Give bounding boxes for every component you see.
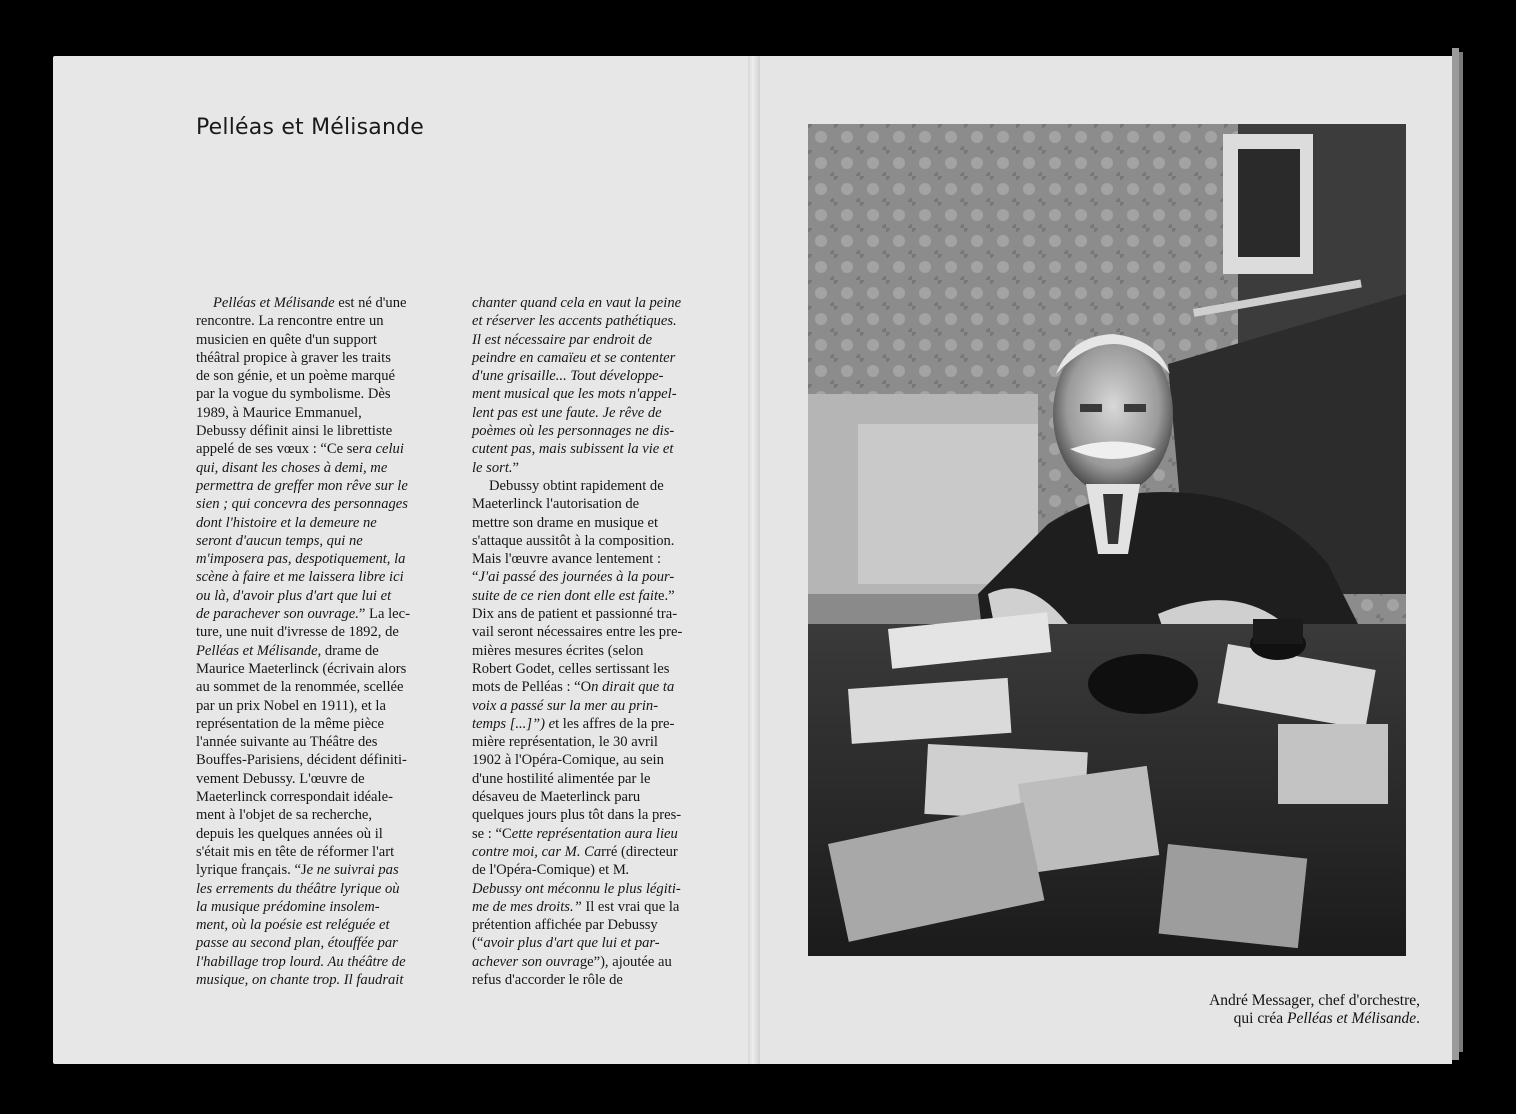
text-line: Debussy définit ainsi le librettiste <box>196 423 393 440</box>
text-line: la musique prédomine insolem- <box>196 898 380 915</box>
text-line: Robert Godet, celles sertissant les <box>472 660 670 677</box>
text-line: s'attaque aussitôt à la composition. <box>472 532 675 549</box>
text-line: “J'ai passé des journées à la pour- <box>472 569 675 586</box>
caption-prefix: qui créa <box>1233 1010 1287 1027</box>
text-line: l'habillage trop lourd. Au théâtre de <box>196 953 406 970</box>
text-line: Il est nécessaire par endroit de <box>472 331 653 348</box>
text-line: sien ; qui concevra des personnages <box>196 496 408 513</box>
text-line: mettre son drame en musique et <box>472 514 659 531</box>
text-line: musicien en quête d'un support <box>196 331 377 348</box>
caption-suffix: . <box>1416 1010 1420 1027</box>
text-line: ment à l'objet de sa recherche, <box>196 807 373 824</box>
text-line: par la vogue du symbolisme. Dès <box>196 386 391 403</box>
text-line: Debussy obtint rapidement de <box>489 477 664 494</box>
page-stack-edge <box>1459 52 1463 1052</box>
text-line: chanter quand cela en vaut la peine <box>472 295 682 311</box>
text-line: Pelléas et Mélisande est né d'une <box>213 295 407 311</box>
text-line: Pelléas et Mélisande, drame de <box>196 642 379 659</box>
text-line: Dix ans de patient et passionné tra- <box>472 606 678 623</box>
text-column-1 <box>196 294 458 989</box>
text-line: d'une hostilité alimentée par le <box>472 770 651 787</box>
caption-line-1: André Messager, chef d'orchestre, <box>1209 992 1420 1009</box>
text-line: les errements du théâtre lyrique où <box>196 880 400 897</box>
portrait-photo <box>808 124 1406 956</box>
text-line: lyrique français. “Je ne suivrai pas <box>196 862 399 879</box>
text-line: 1989, à Maurice Emmanuel, <box>196 404 362 421</box>
text-line: Bouffes-Parisiens, décident définiti- <box>196 752 407 769</box>
text-line: ment, où la poésie est reléguée et <box>196 917 390 934</box>
text-line: achever son ouvrage”), ajoutée au <box>472 953 672 970</box>
text-line: Debussy ont méconnu le plus légiti- <box>472 880 681 897</box>
text-line: voix a passé sur la mer au prin- <box>472 697 659 714</box>
text-line: mots de Pelléas : “On dirait que ta <box>472 679 675 696</box>
text-line: désaveu de Maeterlinck paru <box>472 789 641 806</box>
text-line: représentation de la même pièce <box>196 715 385 732</box>
text-line: s'était mis en tête de réformer l'art <box>196 843 395 860</box>
text-line: permettra de greffer mon rêve sur le <box>196 477 408 494</box>
text-line: passe au second plan, étouffée par <box>196 935 398 952</box>
text-line: seront d'aucun temps, qui ne <box>196 532 363 549</box>
text-line: vail seront nécessaires entre les pre- <box>472 624 683 641</box>
text-line: scène à faire et me laissera libre ici <box>196 569 404 586</box>
article-title: Pelléas et Mélisande <box>196 115 424 140</box>
text-line: ment musical que les mots n'appel- <box>472 386 677 403</box>
text-line: ou là, d'avoir plus d'art que lui et <box>196 587 392 604</box>
photo-caption <box>1209 992 1420 1028</box>
text-line: musique, on chante trop. Il faudrait <box>196 971 404 988</box>
text-line: mières mesures écrites (selon <box>472 642 644 659</box>
text-line: de parachever son ouvrage.” La lec- <box>196 606 410 623</box>
text-line: cutent pas, mais subissent la vie et <box>472 441 674 458</box>
text-line: lent pas est une faute. Je rêve de <box>472 404 662 421</box>
text-line: par un prix Nobel en 1911), et la <box>196 697 386 714</box>
text-line: poèmes où les personnages ne dis- <box>472 423 675 440</box>
text-line: mière représentation, le 30 avril <box>472 734 658 751</box>
text-line: l'année suivante au Théâtre des <box>196 734 378 751</box>
text-line: temps [...]”) et les affres de la pre- <box>472 715 675 732</box>
text-line: de son génie, et un poème marqué <box>196 368 395 385</box>
text-line: et réserver les accents pathétiques. <box>472 313 677 330</box>
text-line: d'une grisaille... Tout développe- <box>472 368 664 385</box>
text-line: se : “Cette représentation aura lieu <box>472 825 678 842</box>
text-line: vement Debussy. L'œuvre de <box>196 770 365 787</box>
text-line: de l'Opéra-Comique) et M. <box>472 862 630 879</box>
text-line: peindre en camaïeu et se contenter <box>472 349 676 366</box>
text-line: théâtral propice à graver les traits <box>196 349 391 366</box>
book-gutter <box>748 56 760 1064</box>
text-line: Mais l'œuvre avance lentement : <box>472 551 662 568</box>
text-line: appelé de ses vœux : “Ce sera celui <box>196 441 404 458</box>
text-line: Maeterlinck correspondait idéale- <box>196 789 393 806</box>
text-line: quelques jours plus tôt dans la pres- <box>472 807 682 824</box>
text-line: le sort.” <box>472 459 520 476</box>
caption-work-title: Pelléas et Mélisande <box>1287 1010 1417 1027</box>
caption-line-2 <box>1209 1010 1420 1028</box>
text-line: Maurice Maeterlinck (écrivain alors <box>196 660 407 677</box>
text-line: qui, disant les choses à demi, me <box>196 459 388 476</box>
text-line: depuis les quelques années où il <box>196 825 383 842</box>
text-column-2 <box>472 294 734 989</box>
text-line: Maeterlinck l'autorisation de <box>472 496 640 513</box>
text-line: (“avoir plus d'art que lui et par- <box>472 935 660 952</box>
text-line: me de mes droits.” Il est vrai que la <box>472 898 680 915</box>
text-line: suite de ce rien dont elle est faite.” <box>472 587 675 604</box>
text-line: rencontre. La rencontre entre un <box>196 313 384 330</box>
page-stack-edge <box>1452 48 1459 1060</box>
text-line: prétention affichée par Debussy <box>472 917 658 934</box>
text-line: ture, une nuit d'ivresse de 1892, de <box>196 624 399 641</box>
text-line: au sommet de la renommée, scellée <box>196 679 404 696</box>
text-line: contre moi, car M. Carré (directeur <box>472 843 678 860</box>
text-line: dont l'histoire et la demeure ne <box>196 514 377 531</box>
text-line: refus d'accorder le rôle de <box>472 971 623 988</box>
text-line: 1902 à l'Opéra-Comique, au sein <box>472 752 664 769</box>
text-line: m'imposera pas, despotiquement, la <box>196 551 406 568</box>
